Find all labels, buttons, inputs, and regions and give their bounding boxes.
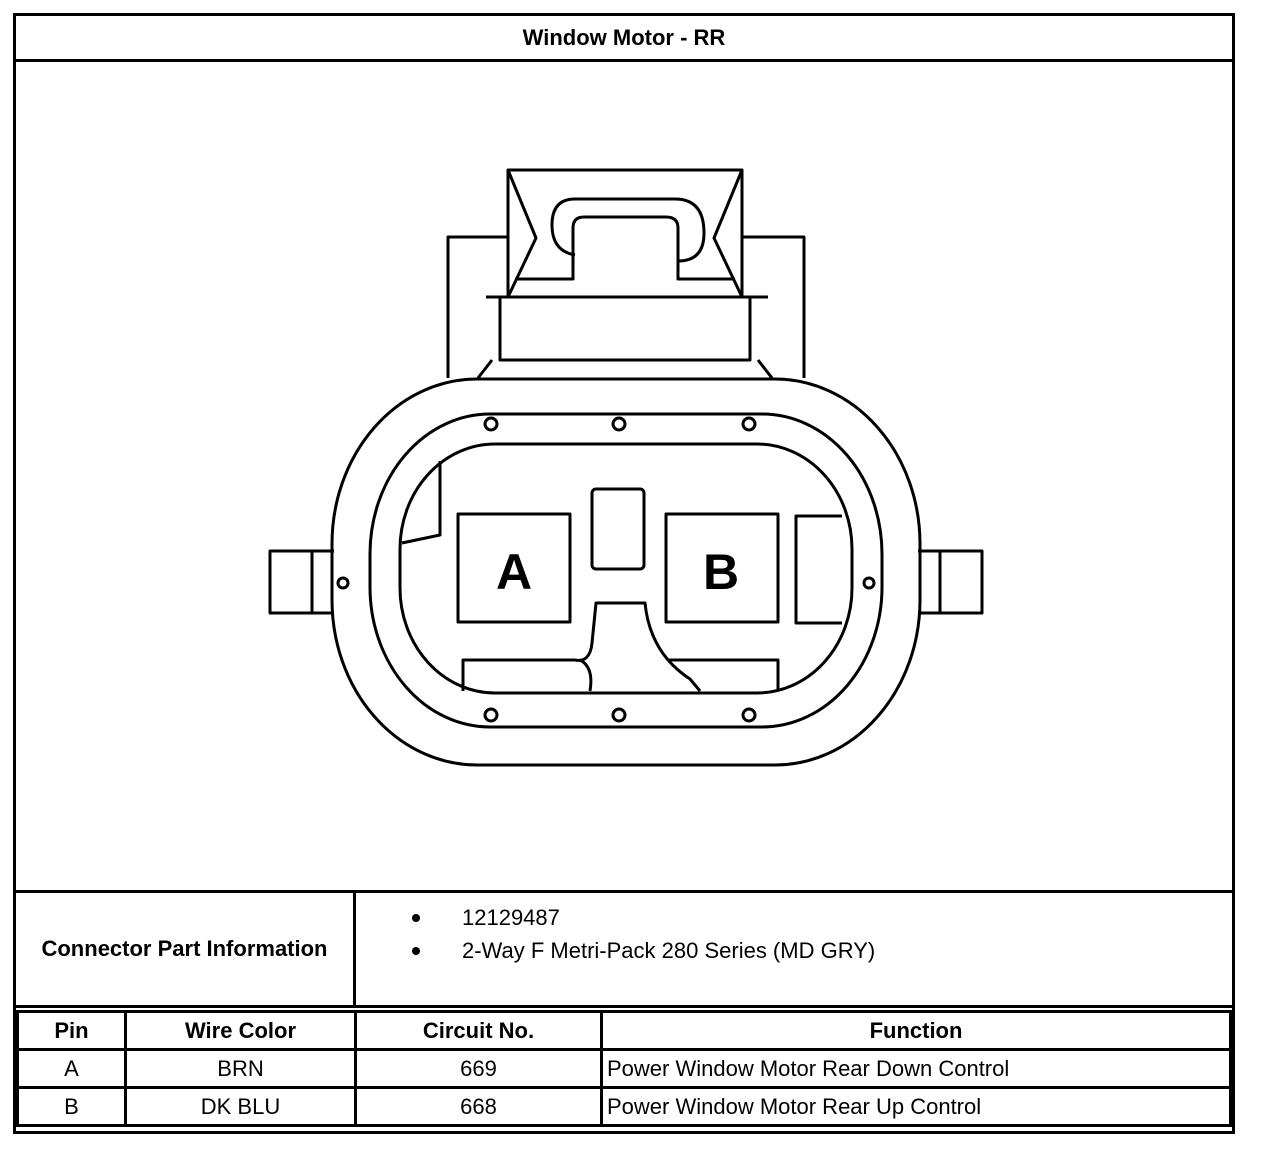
wire-color-cell: BRN bbox=[126, 1050, 356, 1088]
connector-sheet bbox=[13, 13, 1235, 1134]
connector-type-item bbox=[356, 936, 875, 966]
connector-face-drawing bbox=[0, 3, 1264, 903]
center-rib-left bbox=[580, 660, 591, 691]
function-cell: Power Window Motor Rear Up Control bbox=[602, 1088, 1231, 1126]
circuit-cell: 669 bbox=[356, 1050, 602, 1088]
pin-cell: B bbox=[18, 1088, 126, 1126]
wire-color-cell: DK BLU bbox=[126, 1088, 356, 1126]
connector-diagram bbox=[16, 62, 1232, 890]
part-number-text: 12129487 bbox=[462, 905, 560, 930]
function-cell: Power Window Motor Rear Down Control bbox=[602, 1050, 1231, 1088]
table-row bbox=[18, 1088, 1231, 1126]
page-title: Window Motor - RR bbox=[16, 16, 1232, 62]
latch-housing bbox=[448, 170, 804, 378]
part-info-list bbox=[356, 893, 1232, 1005]
connector-part-information bbox=[16, 890, 1232, 1008]
left-key-notch bbox=[402, 461, 440, 543]
part-info-label: Connector Part Information bbox=[16, 893, 356, 1005]
header-pin: Pin bbox=[18, 1012, 126, 1050]
pin-table-header bbox=[18, 1012, 1231, 1050]
part-number-item bbox=[356, 903, 560, 933]
header-wire-color: Wire Color bbox=[126, 1012, 356, 1050]
connector-type-text: 2-Way F Metri-Pack 280 Series (MD GRY) bbox=[462, 938, 876, 963]
connector-outer-shell bbox=[332, 379, 920, 765]
bullet-icon bbox=[412, 947, 420, 955]
header-circuit: Circuit No. bbox=[356, 1012, 602, 1050]
bullet-icon bbox=[412, 914, 420, 922]
pin-cell: A bbox=[18, 1050, 126, 1088]
table-row bbox=[18, 1050, 1231, 1088]
center-key bbox=[592, 489, 644, 569]
right-key-notch bbox=[796, 516, 842, 623]
center-rib bbox=[463, 603, 700, 691]
circuit-cell: 668 bbox=[356, 1088, 602, 1126]
cavity-a-label: A bbox=[495, 544, 533, 600]
pin-table bbox=[16, 1010, 1232, 1127]
cavity-b-label: B bbox=[702, 544, 740, 600]
header-function: Function bbox=[602, 1012, 1231, 1050]
